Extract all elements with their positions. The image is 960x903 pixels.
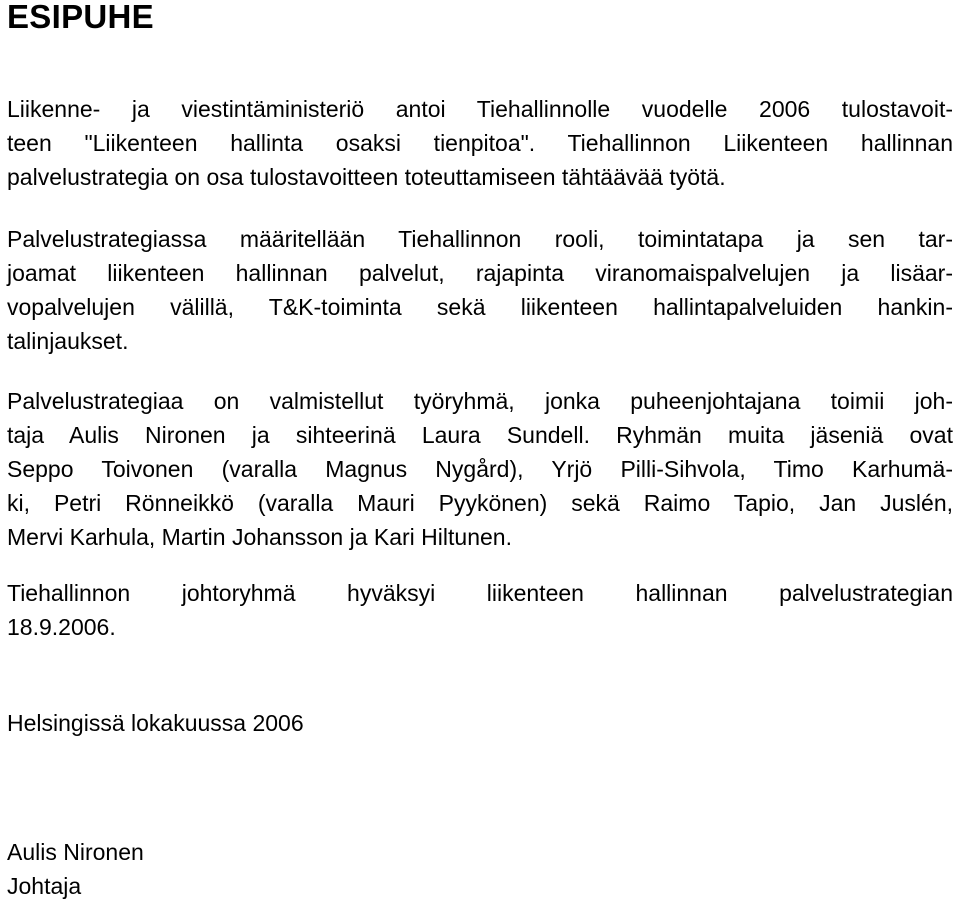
text-line: ki, Petri Rönneikkö (varalla Mauri Pyykönen) sekä Raimo Tapio, Jan Juslén, xyxy=(7,490,953,516)
text-line: Tiehallinnon johtoryhmä hyväksyi liikenteen hallinnan palvelustrategian xyxy=(7,580,953,606)
paragraph-approval xyxy=(7,576,953,644)
text-line: talinjaukset. xyxy=(7,328,129,354)
paragraph-intro xyxy=(7,92,953,194)
text-line: palvelustrategia on osa tulostavoitteen toteuttamiseen tähtäävää työtä. xyxy=(7,164,726,190)
page-title: ESIPUHE xyxy=(7,0,154,35)
place-and-date: Helsingissä lokakuussa 2006 xyxy=(7,710,304,736)
text-line: Liikenne- ja viestintäministeriö antoi Tiehallinnolle vuodelle 2006 tulostavoit- xyxy=(7,96,953,122)
text-line: Mervi Karhula, Martin Johansson ja Kari Hiltunen. xyxy=(7,524,512,550)
paragraph-working-group xyxy=(7,384,953,554)
text-line: 18.9.2006. xyxy=(7,614,116,640)
signer-name: Aulis Nironen xyxy=(7,839,144,865)
paragraph-strategy xyxy=(7,222,953,358)
text-line: Palvelustrategiaa on valmistellut työryhmä, jonka puheenjohtajana toimii joh- xyxy=(7,388,953,414)
text-line: Seppo Toivonen (varalla Magnus Nygård), Yrjö Pilli-Sihvola, Timo Karhumä- xyxy=(7,456,953,482)
text-line: vopalvelujen välillä, T&K-toiminta sekä liikenteen hallintapalveluiden hankin- xyxy=(7,294,953,320)
text-line: taja Aulis Nironen ja sihteerinä Laura Sundell. Ryhmän muita jäseniä ovat xyxy=(7,422,953,448)
signer-title: Johtaja xyxy=(7,873,82,899)
text-line: teen "Liikenteen hallinta osaksi tienpitoa". Tiehallinnon Liikenteen hallinnan xyxy=(7,130,953,156)
text-line: joamat liikenteen hallinnan palvelut, rajapinta viranomaispalvelujen ja lisäar- xyxy=(7,260,953,286)
text-line: Palvelustrategiassa määritellään Tiehallinnon rooli, toimintatapa ja sen tar- xyxy=(7,226,953,252)
